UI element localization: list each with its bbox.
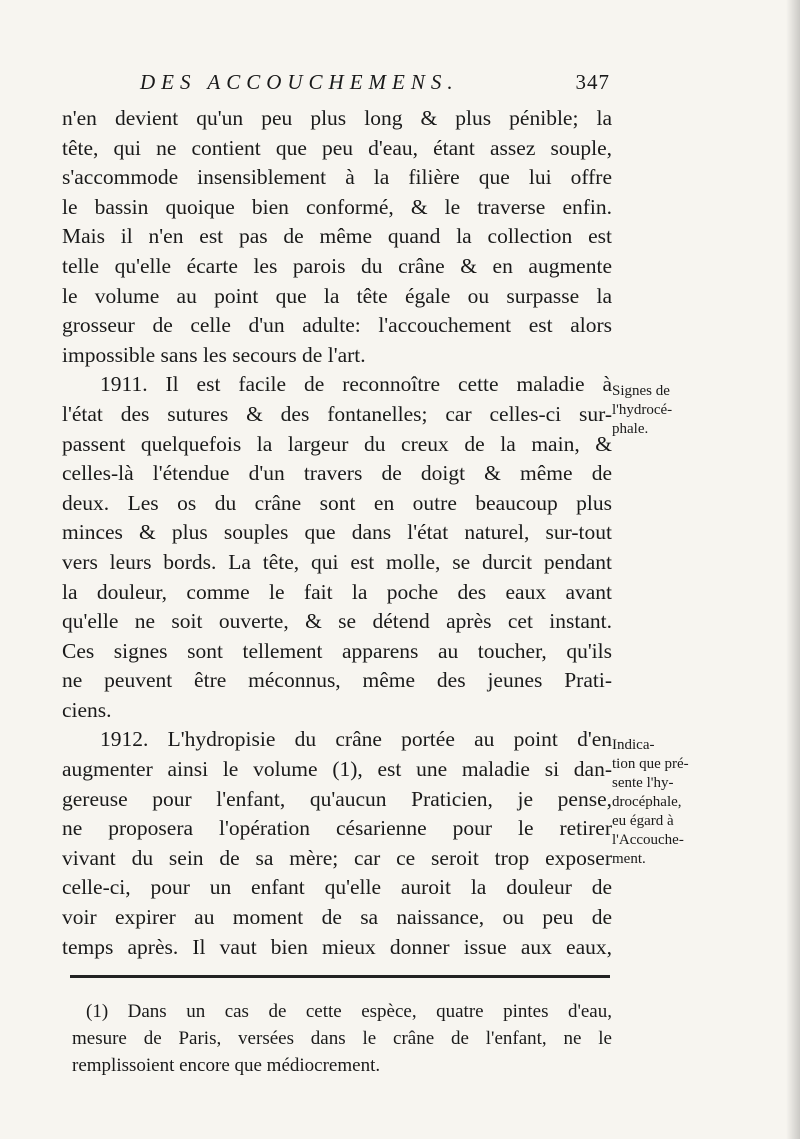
text-line: celle-ci, pour un enfant qu'elle auroit la douleur de (62, 875, 612, 900)
footnote (72, 998, 612, 1079)
margin-note-line: phale. (612, 421, 649, 437)
margin-note-line: ment. (612, 851, 646, 867)
main-text (62, 104, 612, 962)
paragraph-1911-start: 1911. Il est facile de reconnoître cette maladie à (100, 372, 612, 397)
text-line: impossible sans les secours de l'art. (62, 342, 366, 367)
running-title: DES ACCOUCHEMENS. (140, 70, 459, 94)
text-line: minces & plus souples que dans l'état naturel, sur-tout (62, 520, 612, 545)
text-line: la douleur, comme le fait la poche des eaux avant (62, 579, 612, 604)
text-line: Ces signes sont tellement apparens au toucher, qu'ils (62, 638, 612, 663)
text-line: le volume au point que la tête égale ou surpasse la (62, 283, 612, 308)
margin-note-line: Signes de (612, 383, 670, 399)
text-line: Mais il n'en est pas de même quand la collection est (62, 224, 612, 249)
text-line: temps après. Il vaut bien mieux donner issue aux eaux, (62, 934, 612, 959)
running-header (140, 70, 620, 95)
text-line: l'état des sutures & des fontanelles; car celles-ci sur- (62, 401, 612, 426)
margin-note-signes (612, 382, 712, 439)
text-line: ciens. (62, 697, 112, 722)
text-line: n'en devient qu'un peu plus long & plus pénible; la (62, 106, 612, 130)
margin-note-line: drocéphale, (612, 794, 682, 810)
text-line: grosseur de celle d'un adulte: l'accouchement est alors (62, 313, 612, 338)
margin-note-line: Indica- (612, 737, 655, 753)
text-line: gereuse pour l'enfant, qu'aucun Praticien, je pense, (62, 786, 612, 811)
margin-note-indication (612, 736, 722, 869)
text-line: qu'elle ne soit ouverte, & se détend après cet instant. (62, 609, 612, 634)
margin-note-line: l'hydrocé- (612, 402, 673, 418)
margin-note-line: l'Accouche- (612, 832, 684, 848)
footnote-line: (1) Dans un cas de cette espèce, quatre pintes d'eau, (86, 1001, 612, 1022)
text-line: deux. Les os du crâne sont en outre beaucoup plus (62, 490, 612, 515)
margin-note-line: sente l'hy- (612, 775, 674, 791)
footnote-line: remplissoient encore que médiocrement. (72, 1055, 381, 1076)
page-edge-shadow (786, 0, 800, 1139)
text-line: s'accommode insensiblement à la filière que lui offre (62, 165, 612, 190)
text-line: ne peuvent être méconnus, même des jeunes Prati- (62, 668, 612, 693)
text-line: voir expirer au moment de sa naissance, ou peu de (62, 905, 612, 930)
margin-note-line: tion que pré- (612, 756, 689, 772)
text-line: ne proposera l'opération césarienne pour le retirer (62, 816, 612, 841)
footnote-rule (70, 975, 610, 978)
text-line: le bassin quoique bien conformé, & le traverse enfin. (62, 194, 612, 219)
margin-note-line: eu égard à (612, 813, 674, 829)
paragraph-1912-start: 1912. L'hydropisie du crâne portée au point d'en (100, 727, 612, 752)
text-line: telle qu'elle écarte les parois du crâne & en augmente (62, 253, 612, 278)
footnote-line: mesure de Paris, versées dans le crâne de l'enfant, ne le (72, 1028, 612, 1049)
page-number: 347 (575, 70, 610, 94)
text-line: passent quelquefois la largeur du creux de la main, & (62, 431, 612, 456)
text-line: augmenter ainsi le volume (1), est une maladie si dan- (62, 757, 612, 782)
text-line: tête, qui ne contient que peu d'eau, étant assez souple, (62, 135, 612, 160)
text-line: vers leurs bords. La tête, qui est molle, se durcit pendant (62, 549, 612, 574)
text-line: celles-là l'étendue d'un travers de doigt & même de (62, 461, 612, 486)
text-line: vivant du sein de sa mère; car ce seroit trop exposer (62, 845, 612, 870)
